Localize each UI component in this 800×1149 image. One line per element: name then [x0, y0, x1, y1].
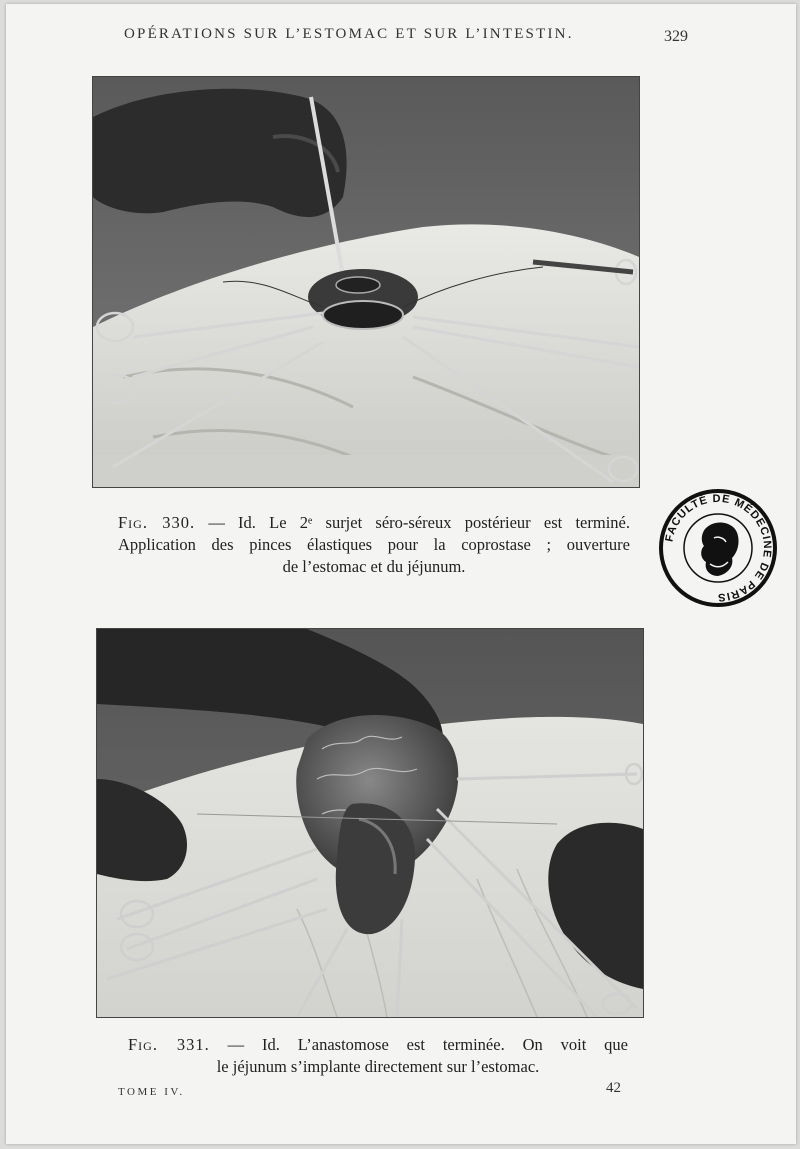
library-stamp	[658, 488, 778, 608]
figure-331-caption	[128, 1034, 628, 1078]
figure-330-caption	[118, 512, 630, 578]
figure-331-caption-text: — Id. L’anastomose est terminée. On voit que	[209, 1035, 628, 1054]
library-stamp-seal	[658, 488, 778, 608]
figure-330-caption-line: Application des pinces élastiques pour la coprostase ; ouverture	[118, 535, 630, 554]
page-number: 329	[664, 28, 688, 45]
figure-331-caption-line: le jéjunum s’implante directement sur l’estomac.	[216, 1057, 540, 1076]
figure-330-caption-line: de l’estomac et du jéjunum.	[282, 557, 466, 576]
figure-331-illustration	[97, 629, 643, 1017]
running-head: OPÉRATIONS SUR L’ESTOMAC ET SUR L’INTESTIN.	[124, 26, 574, 42]
figure-330-label: Fig. 330.	[118, 513, 196, 532]
book-page	[6, 4, 796, 1144]
volume-footer: TOME IV.	[118, 1086, 185, 1098]
figure-330-photograph	[92, 76, 640, 488]
svg-text:FACULTÉ DE MÉDECINE DE PARIS: FACULTÉ DE MÉDECINE DE PARIS	[663, 492, 774, 604]
figure-330-caption-line	[118, 512, 630, 534]
figure-330-caption-text: — Id. Le 2ᵉ surjet séro-séreux postérieur est terminé.	[195, 513, 630, 532]
figure-331-label: Fig. 331.	[128, 1035, 210, 1054]
signature-mark: 42	[606, 1080, 621, 1096]
figure-331-photograph	[96, 628, 644, 1018]
figure-331-caption-line	[128, 1034, 628, 1056]
figure-330-illustration	[93, 77, 639, 487]
